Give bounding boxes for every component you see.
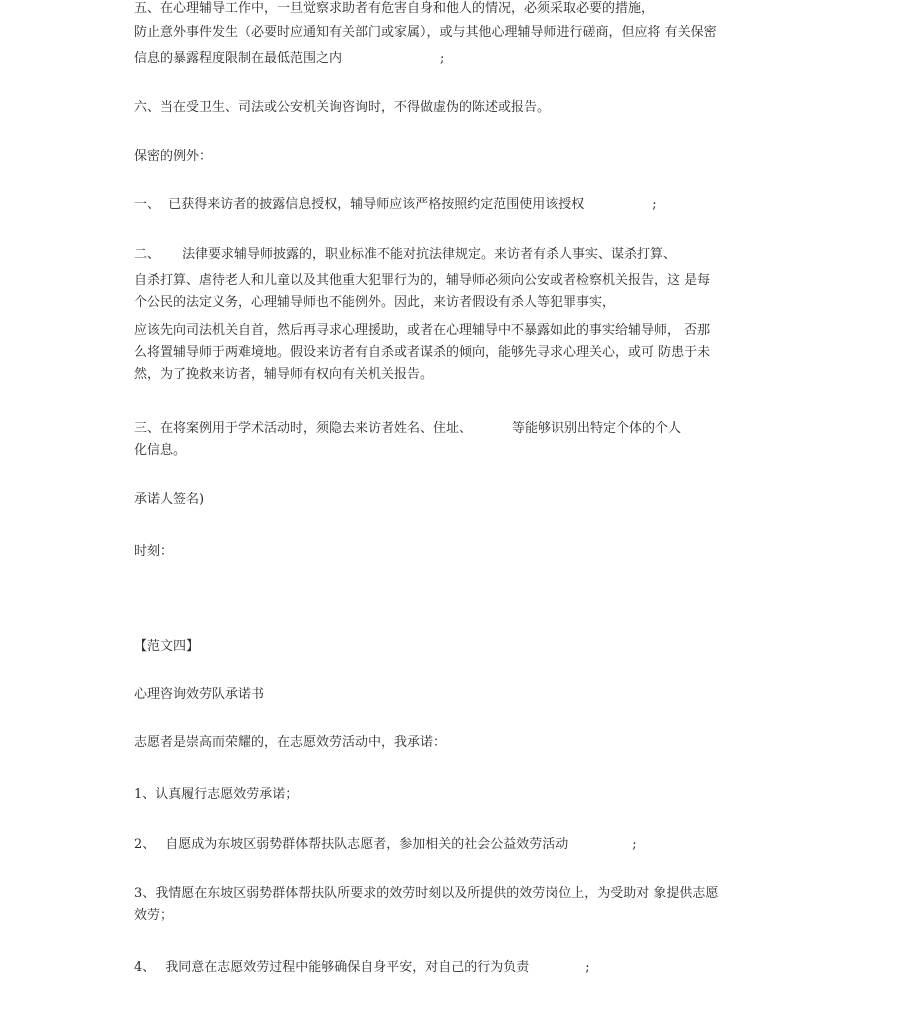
exception3-line1a: 三、在将案例用于学术活动时，须隐去来访者姓名、住址、 [134, 421, 473, 436]
exception2-line6: 然，为了挽救来访者，辅导师有权向有关机关报告。 [134, 367, 434, 382]
exception1-text: 一、 已获得来访者的披露信息授权，辅导师应该严格按照约定范围使用该授权 [134, 197, 585, 212]
sample4-heading: 【范文四】 [134, 639, 200, 654]
sample4-item4-num: 4、 [134, 960, 156, 975]
sample4-item2-num: 2、 [134, 837, 156, 852]
sample4-item2-text: 自愿成为东坡区弱势群体帮扶队志愿者，参加相关的社会公益效劳活动 [165, 837, 569, 852]
item5-line3-end: ; [440, 51, 445, 66]
exception3-line2: 化信息。 [134, 443, 187, 458]
exception2-line1-text: 法律要求辅导师披露的，职业标准不能对抗法律规定。来访者有杀人事实、谋杀打算、 [182, 247, 677, 262]
exception2-num: 二、 [134, 247, 161, 262]
item5-line3 [134, 50, 444, 68]
exception2-line1 [134, 246, 676, 264]
exception1-end: ; [652, 197, 657, 212]
exceptions-heading: 保密的例外： [134, 149, 213, 164]
sample4-item3-line1: 3、我情愿在东坡区弱势群体帮扶队所要求的效劳时刻以及所提供的效劳岗位上，为受助对 象提供志愿 [134, 886, 719, 901]
sample4-item2 [134, 836, 637, 854]
item5-line2: 防止意外事件发生（必要时应通知有关部门或家属），或与其他心理辅导师进行磋商，但应将 有关保密 [134, 25, 717, 40]
exception2-line2: 自杀打算、虐待老人和儿童以及其他重大犯罪行为的，辅导师必须向公安或者检察机关报告，这 是每 [134, 273, 711, 288]
exception2-line5: 么将置辅导师于两难境地。假设来访者有自杀或者谋杀的倾向，能够先寻求心理关心，或可 防患于未 [134, 345, 711, 360]
sample4-item4-text: 我同意在志愿效劳过程中能够确保自身平安，对自己的行为负责 [165, 960, 530, 975]
sample4-item4 [134, 959, 590, 977]
exception2-line4: 应该先向司法机关自首，然后再寻求心理援助，或者在心理辅导中不暴露如此的事实给辅导师， 否那 [134, 323, 711, 338]
item6-text: 六、当在受卫生、司法或公安机关询咨询时，不得做虚伪的陈述或报告。 [134, 100, 551, 115]
time-label: 时刻： [134, 544, 174, 559]
sample4-item4-end: ; [585, 960, 590, 975]
exception2-line3: 个公民的法定义务，心理辅导师也不能例外。因此，来访者假设有杀人等犯罪事实， [134, 295, 616, 310]
sample4-item2-end: ; [632, 837, 637, 852]
exception3-line1 [134, 420, 681, 438]
sample4-title: 心理咨询效劳队承诺书 [134, 687, 265, 702]
sample4-item1: 1、认真履行志愿效劳承诺； [134, 787, 299, 802]
sample4-intro: 志愿者是崇高而荣耀的，在志愿效劳活动中，我承诺： [134, 735, 447, 750]
signature-label: 承诺人签名) [134, 492, 205, 507]
exception1 [134, 196, 657, 214]
exception3-line1b: 等能够识别出特定个体的个人 [512, 421, 682, 436]
sample4-item3-line2: 效劳； [134, 908, 174, 923]
item5-line1: 五、在心理辅导工作中，一旦觉察求助者有危害自身和他人的情况，必须采取必要的措施， [134, 1, 655, 16]
item5-line3-text: 信息的暴露程度限制在最低范围之内 [134, 51, 343, 66]
